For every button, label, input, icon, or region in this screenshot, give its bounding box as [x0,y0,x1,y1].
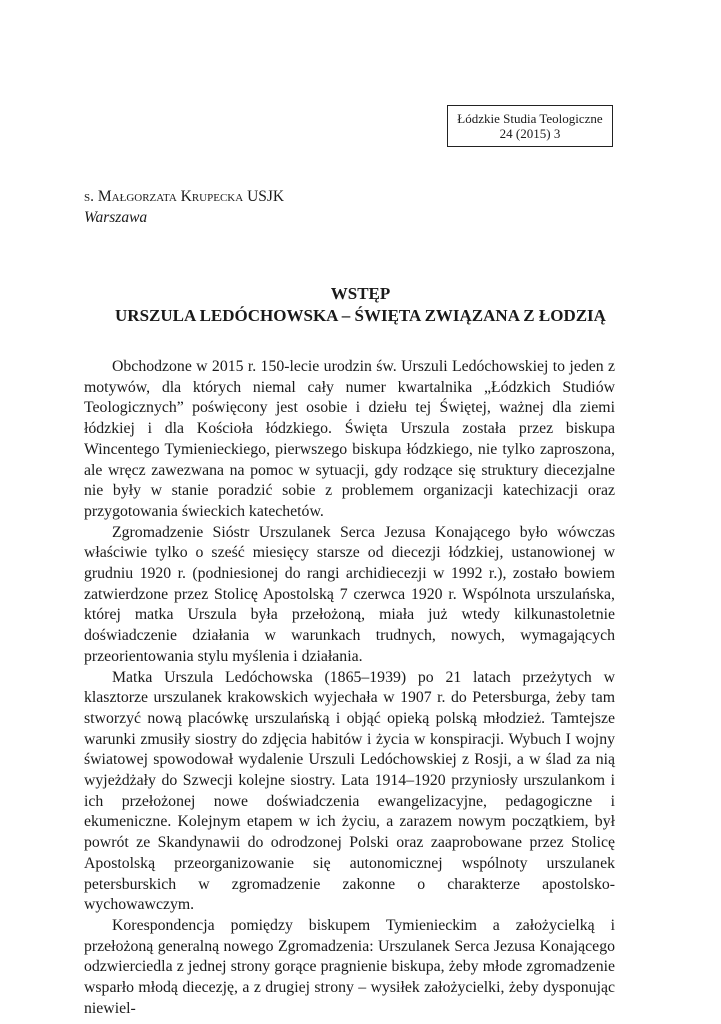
paragraph: Zgromadzenie Sióstr Urszulanek Serca Jezusa Konającego było wówczas właściwie tylko o sześć miesięcy starsze od diecezji łódzkiej, ustanowionej w grudniu 1920 r. (podniesionej do rangi archidiecezji w 1992 r.), zostało bowiem zatwierdzone przez Stolicę Apostolską 7 czerwca 1920 r. Wspólnota urszulańska, której matka Urszula była przełożoną, miała już wtedy kilkunastoletnie doświadczenie działania w warunkach trudnych, nowych, wymagających przeorientowania stylu myślenia i działania. [84,523,615,665]
paragraph: Matka Urszula Ledóchowska (1865–1939) po 21 latach przeżytych w klasztorze urszulanek krakowskich wyjechała w 1907 r. do Petersburga, żeby tam stworzyć nową placówkę urszulańską i objąć opieką polską młodzież. Tamtejsze warunki zmusiły siostry do zdjęcia habitów i życia w konspiracji. Wybuch I wojny światowej spowodował wydalenie Urszuli Ledóchowskiej z Rosji, a w ślad za nią wyjeżdżały do Szwecji kolejne siostry. Lata 1914–1920 przyniosły urszulankom i ich przełożonej nowe doświadczenia ewangelizacyjne, pedagogiczne i ekumeniczne. Kolejnym etapem w ich życiu, a zarazem nowym początkiem, był powrót ze Skandynawii do odrodzonej Polski oraz zaaprobowane przez Stolicę Apostolską przeorganizowanie się autonomicznej wspólnoty urszulanek petersburskich w zgromadzenie zakonne o charakterze apostolsko-wychowawczym. [84,668,615,914]
paragraph: Korespondencja pomiędzy biskupem Tymienieckim a założycielką i przełożoną generalną nowego Zgromadzenia: Urszulanek Serca Jezusa Konającego odzwierciedla z jednej strony gorące pragnienie biskupa, żeby młode zgromadzenie wsparło młodą diecezję, a z drugiej strony – wysiłek założycielki, żeby dysponując niewiel- [84,916,615,1017]
title-line-2: URSZULA LEDÓCHOWSKA – ŚWIĘTA ZWIĄZANA Z ŁODZIĄ [115,306,606,325]
author-affiliation: Warszawa [84,209,148,226]
article-title [60,283,661,327]
author-order: USJK [247,188,285,205]
paragraph: Obchodzone w 2015 r. 150-lecie urodzin św. Urszuli Ledóchowskiej to jeden z motywów, dla których niemal cały numer kwartalnika „Łódzkich Studiów Teologicznych” poświęcony jest osobie i dziełu tej Świętej, ważnej dla ziemi łódzkiej i dla Kościoła łódzkiego. Święta Urszula została przez biskupa Wincentego Tymienieckiego, pierwszego biskupa łódzkiego, nie tylko zaproszona, ale wręcz zawezwana na pomoc w sytuacji, gdy rodzące się struktury diecezjalne nie były w stanie poradzić sobie z problemem organizacji katechizacji oraz przygotowania świeckich katechetów. [84,358,615,520]
journal-issue: 24 (2015) 3 [499,126,561,141]
title-line-1: WSTĘP [330,284,391,303]
journal-info-box [447,105,613,147]
author-prefix: s. [84,188,94,205]
author-name: Małgorzata Krupecka [97,188,244,205]
journal-name: Łódzkie Studia Teologiczne [457,111,603,126]
author-line [84,187,284,206]
article-body [84,357,615,1020]
